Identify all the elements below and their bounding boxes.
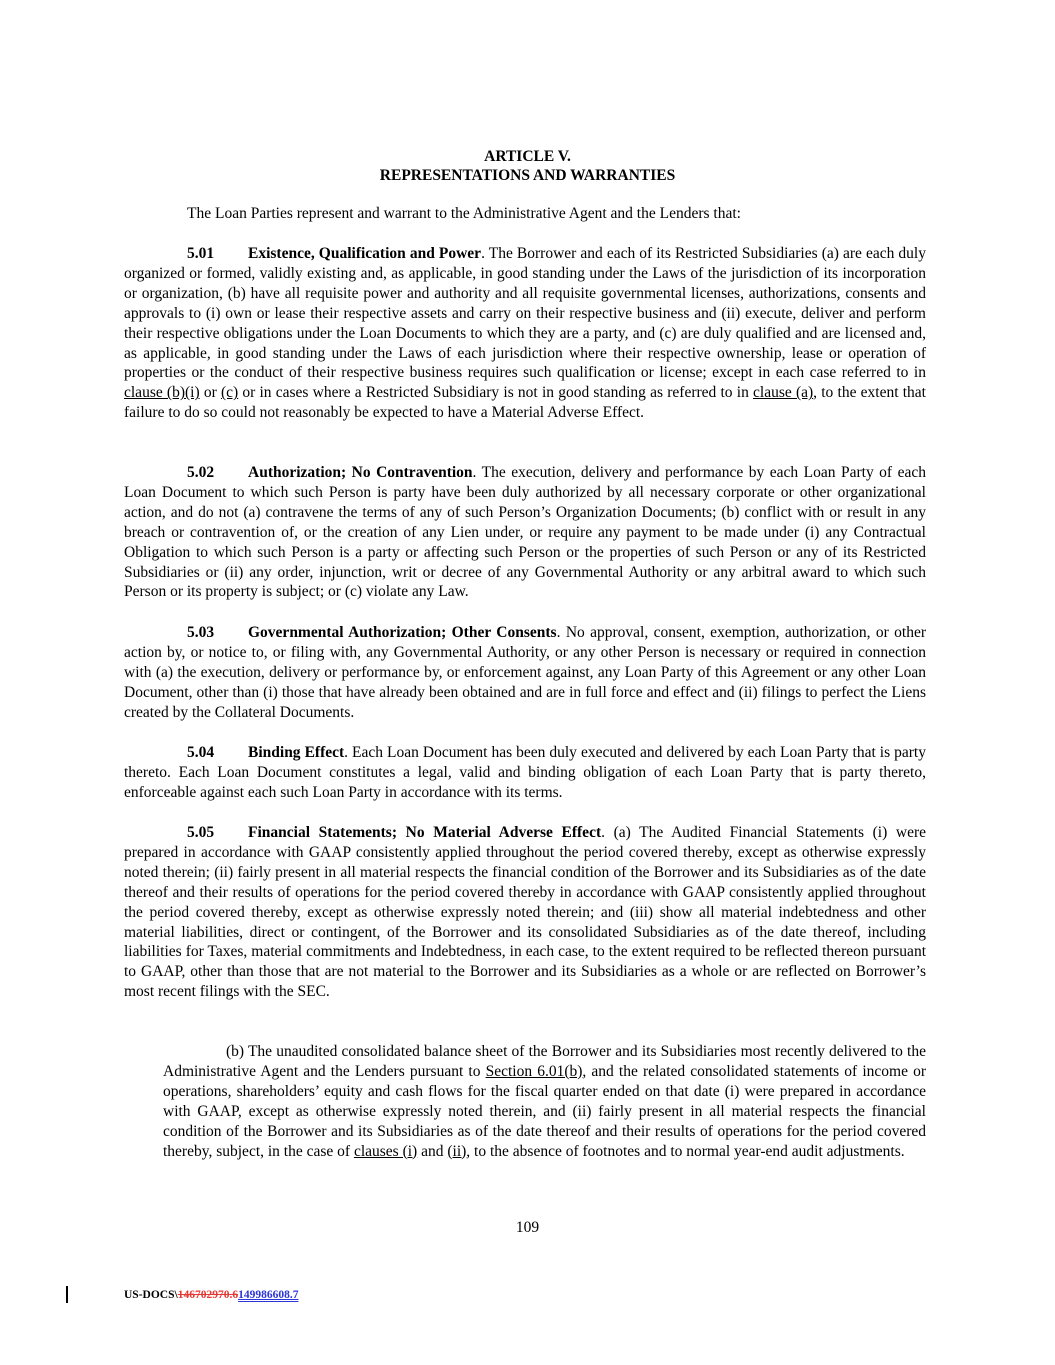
section-text: , to the extent that failure to do so could not reasonably be expected to have a Material Adverse Effect. — [124, 384, 926, 422]
section-text: (b) The unaudited consolidated balance sheet of the Borrower and its Subsidiaries most recently delivered to the Administrative Agent and the Lenders pursuant to — [163, 1043, 926, 1080]
section-title: Authorization; No Contravention — [248, 464, 473, 481]
section-text: . The Borrower and each of its Restricted Subsidiaries (a) are each duly organized or formed, validly existing and, as applicable, in good standing under the Laws of the jurisdiction of its incorporation or organization, (b) have all requisite power and authority and all requisite governmental licenses, authorizations, consents and approvals to (i) own or lease their respective assets and carry on their respective business and (ii) execute, deliver and perform their respective obligations under the Loan Documents to which they are a party, and (c) are duly qualified and are licensed and, as applicable, in good standing under the Laws of each jurisdiction where their respective ownership, lease or operation of properties or the conduct of their respective business requires such qualification or license; except in each case referred to in — [124, 245, 926, 382]
section-5-03 — [124, 623, 926, 723]
section-5-02 — [124, 463, 926, 602]
section-title: Governmental Authorization; Other Consents — [248, 624, 557, 641]
clause-reference: clause (a) — [753, 384, 814, 402]
footer-prefix: US-DOCS\ — [124, 1289, 178, 1301]
section-5-01 — [124, 244, 926, 423]
page-number: 109 — [515, 1219, 540, 1236]
section-number: 5.04 — [187, 744, 215, 761]
clause-reference: clause (b)(i) — [124, 384, 200, 402]
section-text: or — [199, 384, 221, 402]
revision-change-bar — [66, 1286, 68, 1303]
section-5-05-b — [163, 1042, 926, 1161]
section-title: Binding Effect — [248, 744, 345, 761]
section-text: . (a) The Audited Financial Statements (i) were prepared in accordance with GAAP consistently applied throughout the period covered thereby, except as otherwise expressly noted therein; (ii) fairly present in all material respects the financial condition of the Borrower and its Subsidiaries as of the date thereof and their results of operations for the period covered thereby in accordance with GAAP consistently applied throughout the period covered thereby, except as otherwise expressly noted therein; and (iii) show all material indebtedness and other material liabilities, direct or contingent, of the Borrower and its consolidated Subsidiaries as of the date thereof, including liabilities for Taxes, material commitments and Indebtedness, in each case, to the extent required to be reflected thereon pursuant to GAAP, other than those that are not material to the Borrower and its Subsidiaries as a whole or are reflected on Borrower’s most recent filings with the SEC. — [124, 824, 926, 1001]
section-number: 5.03 — [187, 624, 215, 641]
section-5-04 — [124, 743, 926, 803]
section-text: . No approval, consent, exemption, authorization, or other action by, or notice to, or filing with, any Governmental Authority, or any other Person is necessary or required in connection with (a) the execution, delivery or performance by, or enforcement against, any Loan Party of this Agreement or any other Loan Document, other than (i) those that have already been obtained and are in full force and effect and (ii) filings to perfect the Liens created by the Collateral Documents. — [124, 624, 926, 721]
clause-reference: clauses (i) — [353, 1142, 418, 1160]
section-5-05 — [124, 823, 926, 1002]
clause-reference: (c) — [220, 384, 239, 402]
section-reference: Section 6.01(b) — [485, 1062, 583, 1080]
inserted-doc-id: 149986608.7 — [238, 1289, 299, 1301]
article-number: ARTICLE V. — [484, 148, 571, 165]
section-text: and — [417, 1142, 448, 1160]
section-text: , to the absence of footnotes and to normal year-end audit adjustments. — [466, 1142, 905, 1160]
section-text: or in cases where a Restricted Subsidiary is not in good standing as referred to in — [238, 384, 754, 402]
section-text: , and the related consolidated statements of income or operations, shareholders’ equity and cash flows for the fiscal quarter ended on that date (i) were prepared in accordance with GAAP, except as otherwise expressly noted therein, and (ii) fairly present in all material respects the financial condition of the Borrower and its Subsidiaries as of the date thereof and their results of operations for the period covered thereby, subject, in the case of — [163, 1062, 926, 1160]
section-number: 5.02 — [187, 464, 215, 481]
document-footer — [124, 1289, 298, 1301]
clause-reference: (ii) — [447, 1142, 467, 1160]
section-number: 5.01 — [187, 245, 215, 262]
section-text: . The execution, delivery and performance by each Loan Party of each Loan Document to which such Person is party have been duly authorized by all necessary corporate or other organizational action, and do not (a) contravene the terms of any of such Person’s Organization Documents; (b) conflict with or result in any breach or contravention of, or the creation of any Lien under, or require any payment to be made under (i) any Contractual Obligation to which such Person is a party or affecting such Person or the properties of such Person or any of its Restricted Subsidiaries or (ii) any order, injunction, writ or decree of any Governmental Authority or any arbitral award to which such Person or its property is subject; or (c) violate any Law. — [124, 464, 926, 601]
section-title: Financial Statements; No Material Adverse Effect — [248, 824, 602, 841]
section-text: . Each Loan Document has been duly executed and delivered by each Loan Party that is party thereto. Each Loan Document constitutes a legal, valid and binding obligation of each Loan Party that is party thereto, enforceable against each such Loan Party in accordance with its terms. — [124, 744, 926, 801]
section-title: Existence, Qualification and Power — [248, 245, 482, 262]
deleted-doc-id: 146702970.6 — [177, 1289, 239, 1301]
article-title: REPRESENTATIONS AND WARRANTIES — [379, 167, 676, 184]
intro-paragraph: The Loan Parties represent and warrant to the Administrative Agent and the Lenders that: — [187, 205, 741, 222]
section-number: 5.05 — [187, 824, 215, 841]
